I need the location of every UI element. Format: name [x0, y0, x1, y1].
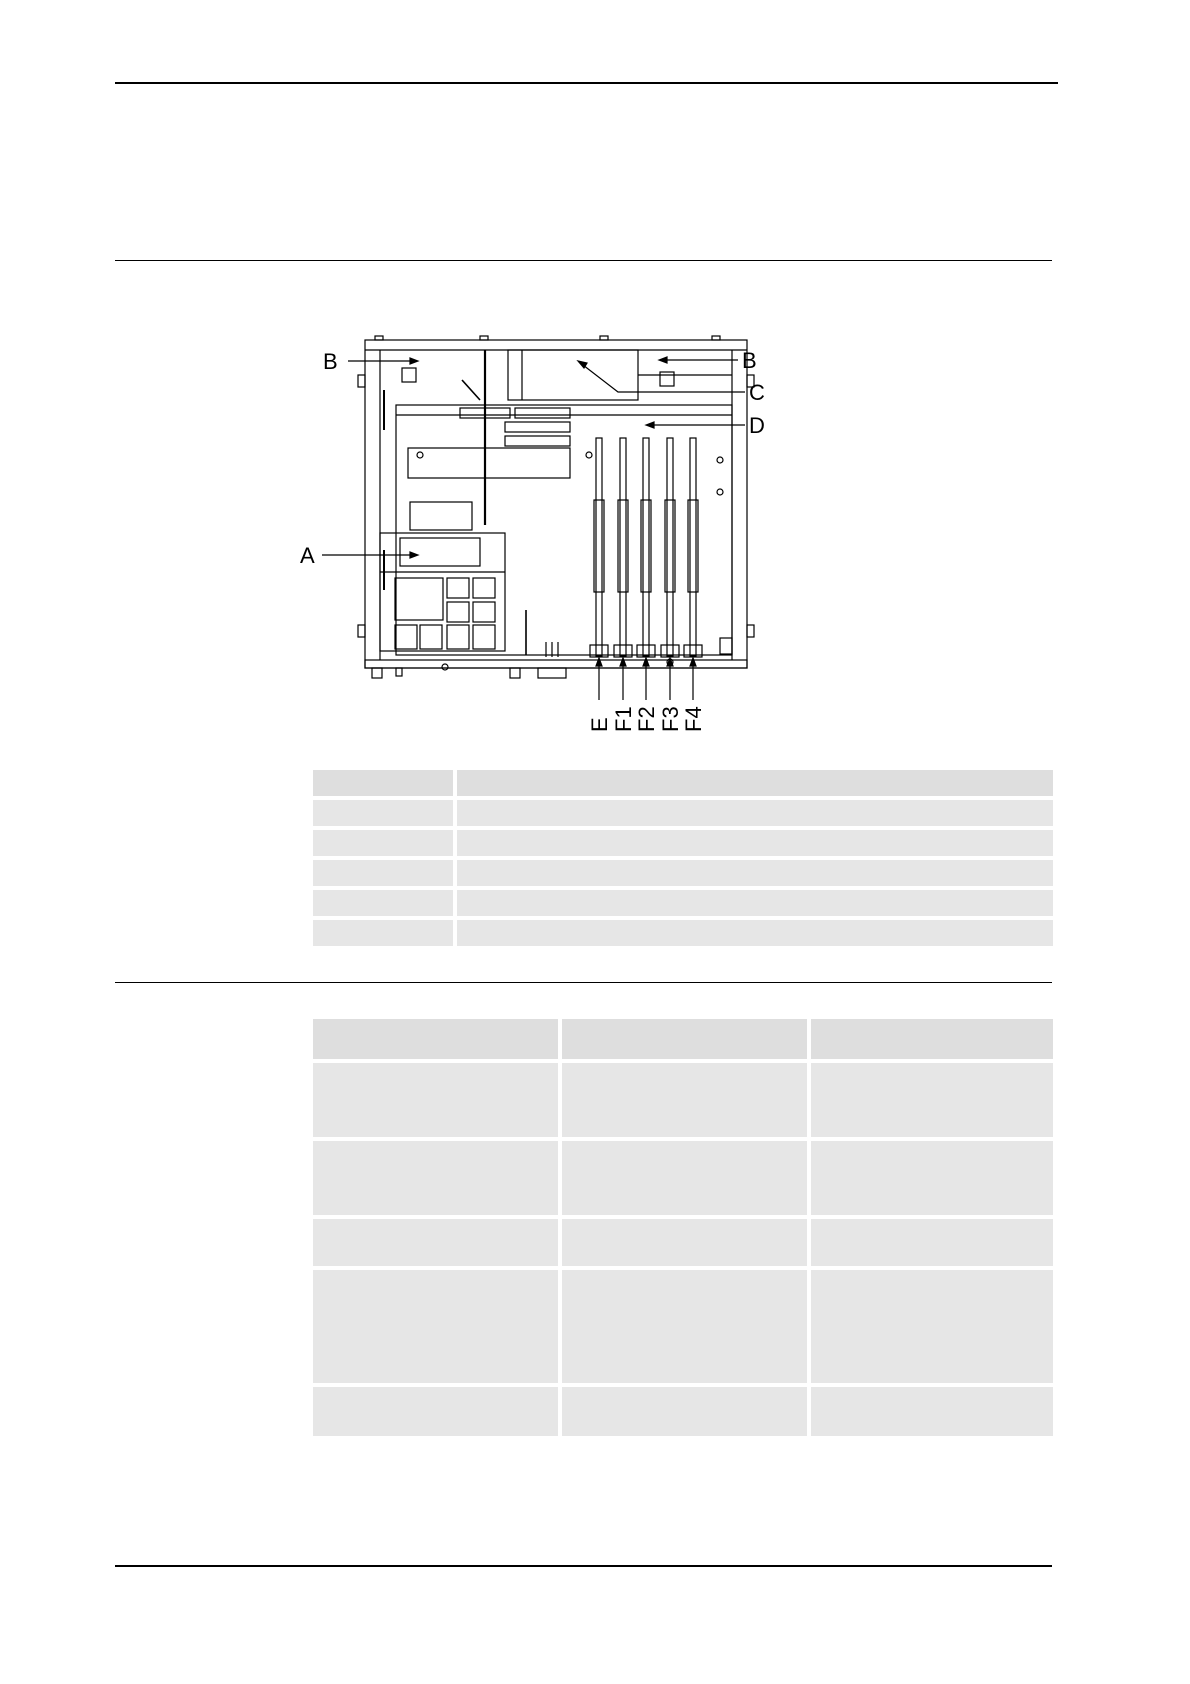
footer-rule [115, 1565, 1052, 1567]
table-row [313, 1270, 1053, 1383]
callout-a: A [300, 543, 315, 568]
legend-key-cell [313, 890, 453, 916]
section-rule [115, 260, 1052, 261]
controller-diagram [300, 320, 860, 740]
legend-table [313, 770, 1053, 950]
spec-header-cell [313, 1019, 558, 1059]
slot-f2 [643, 438, 649, 656]
table-row [313, 1387, 1053, 1436]
callout-f2: F2 [634, 706, 659, 732]
spec-cell [313, 1063, 558, 1137]
spec-cell [562, 1063, 807, 1137]
callout-f1: F1 [611, 706, 636, 732]
spec-cell [562, 1387, 807, 1436]
table-row [313, 890, 1053, 916]
spec-cell [313, 1270, 558, 1383]
table-row [313, 1063, 1053, 1137]
spec-header-cell [811, 1019, 1053, 1059]
spec-cell [313, 1387, 558, 1436]
spec-cell [313, 1219, 558, 1266]
spec-header-row [313, 1019, 1053, 1059]
table-row [313, 920, 1053, 946]
spec-table [313, 1019, 1053, 1440]
slot-f4 [690, 438, 696, 656]
section-rule [115, 982, 1052, 983]
callout-c: C [749, 380, 765, 405]
spec-cell [313, 1141, 558, 1215]
slot-e [596, 438, 602, 656]
table-row [313, 860, 1053, 886]
legend-header-cell [457, 770, 1053, 796]
callout-b-right: B [742, 348, 757, 373]
spec-cell [811, 1219, 1053, 1266]
slot-f1 [620, 438, 626, 656]
legend-desc-cell [457, 860, 1053, 886]
slot-f3 [667, 438, 673, 656]
table-row [313, 800, 1053, 826]
legend-header-cell [313, 770, 453, 796]
spec-cell [562, 1219, 807, 1266]
callout-f3: F3 [658, 706, 683, 732]
spec-cell [811, 1141, 1053, 1215]
callout-b-left: B [323, 349, 338, 374]
table-row [313, 1141, 1053, 1215]
callout-d: D [749, 413, 765, 438]
legend-key-cell [313, 860, 453, 886]
legend-key-cell [313, 920, 453, 946]
spec-cell [562, 1270, 807, 1383]
callout-f4: F4 [681, 706, 706, 732]
legend-key-cell [313, 830, 453, 856]
legend-desc-cell [457, 830, 1053, 856]
legend-key-cell [313, 800, 453, 826]
legend-desc-cell [457, 890, 1053, 916]
legend-desc-cell [457, 800, 1053, 826]
legend-header-row [313, 770, 1053, 796]
spec-cell [811, 1063, 1053, 1137]
header-rule [115, 82, 1058, 84]
spec-header-cell [562, 1019, 807, 1059]
legend-desc-cell [457, 920, 1053, 946]
spec-cell [562, 1141, 807, 1215]
table-row [313, 1219, 1053, 1266]
spec-cell [811, 1270, 1053, 1383]
spec-cell [811, 1387, 1053, 1436]
callout-e: E [587, 717, 612, 732]
table-row [313, 830, 1053, 856]
